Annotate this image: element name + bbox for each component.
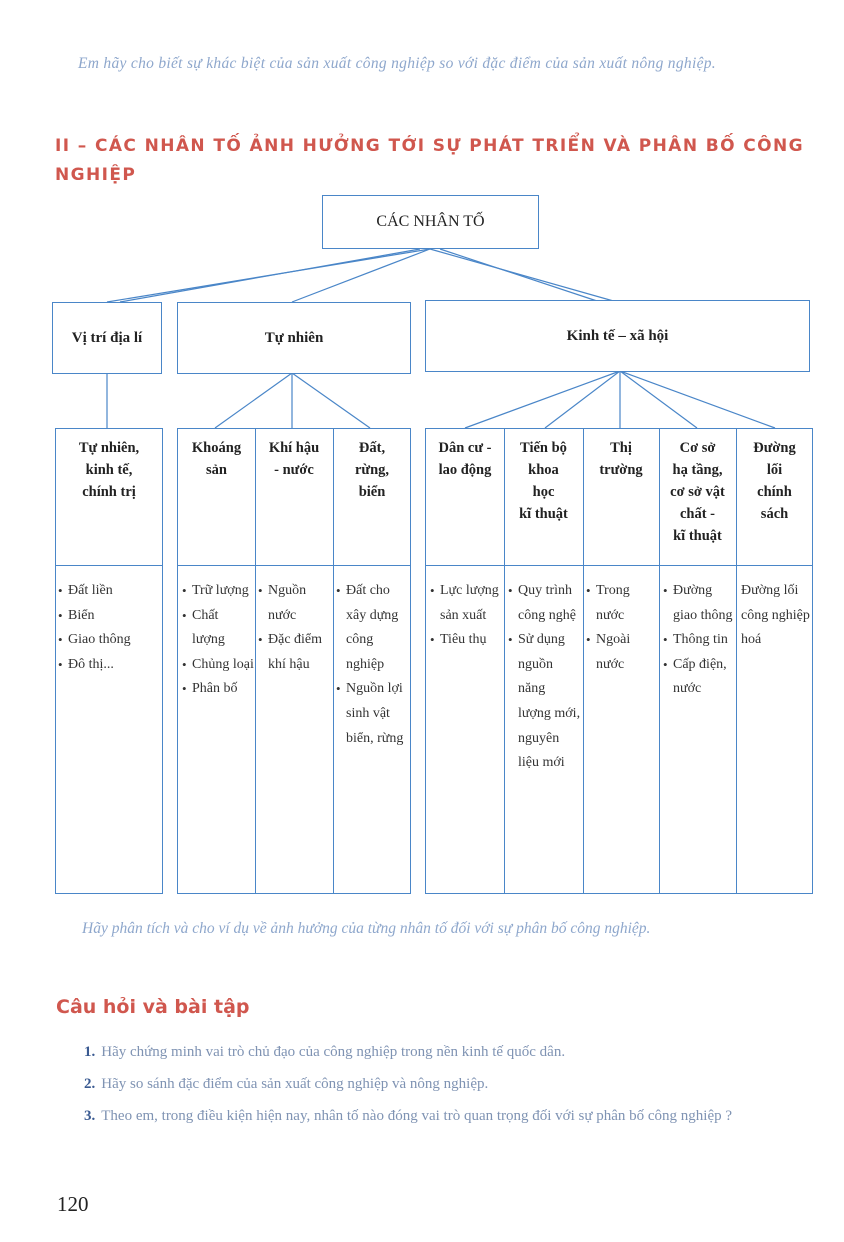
list-item: • Thông tin [663, 628, 735, 653]
question-text: Hãy so sánh đặc điểm của sản xuất công nghiệp và nông nghiệp. [101, 1076, 489, 1092]
column-head-market: Thị trường [599, 440, 643, 478]
list-item: • Đất cho xây dựng công nghiệp [336, 579, 410, 677]
analysis-prompt: Hãy phân tích và cho ví dụ về ảnh hưởng của từng nhân tố đối với sự phân bố công nghiệp. [82, 920, 651, 937]
group-nature: Tự nhiên [177, 302, 411, 374]
list-item: • Nguồn nước [258, 579, 330, 628]
column-items-policy [739, 579, 813, 653]
column-head-land-forest-sea: Đất, rừng, biển [354, 440, 390, 500]
question-text: Hãy chứng minh vai trò chủ đạo của công nghiệp trong nền kinh tế quốc dân. [101, 1044, 566, 1060]
nature-table [177, 428, 411, 894]
list-item: • Đất liền [58, 579, 162, 604]
column-items-science-tech [508, 579, 581, 776]
question-number: 1. [84, 1044, 96, 1060]
list-item: • Nguồn lợi sinh vật biển, rừng [336, 677, 410, 751]
column-head-climate-water: Khí hậu - nước [268, 440, 320, 478]
question-1 [84, 1039, 819, 1065]
socioeconomic-table [425, 428, 813, 894]
intro-question: Em hãy cho biết sự khác biệt của sản xuất công nghiệp so với đặc điểm của sản xuất nông nghiệp. [78, 55, 716, 72]
group-location: Vị trí địa lí [52, 302, 162, 374]
list-item: • Chủng loại [182, 653, 254, 678]
question-2 [84, 1071, 819, 1097]
page-number: 120 [57, 1192, 89, 1216]
section-title: II – CÁC NHÂN TỐ ẢNH HƯỞNG TỚI SỰ PHÁT TRIỂN VÀ PHÂN BỐ CÔNG NGHIỆP [55, 136, 805, 185]
question-number: 3. [84, 1108, 96, 1124]
column-items-land-forest-sea [336, 579, 410, 751]
list-item: • Đô thị... [58, 653, 162, 678]
list-item: • Giao thông [58, 628, 162, 653]
column-items-market [586, 579, 658, 677]
list-item: • Cấp điện, nước [663, 653, 735, 702]
root-node: CÁC NHÂN TỐ [322, 195, 539, 249]
list-item: • Chất lượng [182, 604, 254, 653]
column-items-location [58, 579, 162, 677]
column-items-minerals [182, 579, 254, 702]
list-item: • Sử dụng nguồn năng lượng mới, nguyên liệu mới [508, 628, 581, 776]
list-item: • Quy trình công nghệ [508, 579, 581, 628]
list-item: • Ngoài nước [586, 628, 658, 677]
column-head-infrastructure: Cơ sở hạ tầng, cơ sở vật chất - kĩ thuật [670, 440, 725, 544]
column-head-population-labor: Dân cư - lao động [438, 440, 492, 478]
list-item: • Phân bố [182, 677, 254, 702]
group-socioeconomic: Kinh tế – xã hội [425, 300, 810, 372]
location-table [55, 428, 163, 894]
column-head-location: Tự nhiên, kinh tế, chính trị [78, 440, 140, 500]
list-item: • Đường giao thông [663, 579, 735, 628]
list-item: • Tiêu thụ [430, 628, 502, 653]
column-items-population-labor [430, 579, 502, 653]
list-item: • Lực lượng sản xuất [430, 579, 502, 628]
list-item: Đường lối công nghiệp hoá [741, 583, 810, 648]
list-item: • Trữ lượng [182, 579, 254, 604]
column-head-minerals: Khoáng sản [191, 440, 242, 478]
question-3 [84, 1103, 819, 1129]
list-item: • Biển [58, 604, 162, 629]
question-text: Theo em, trong điều kiện hiện nay, nhân tố nào đóng vai trò quan trọng đối với sự phân bố công nghiệp ? [101, 1108, 733, 1124]
list-item: • Đặc điểm khí hậu [258, 628, 330, 677]
column-head-science-tech: Tiến bộ khoa học kĩ thuật [519, 440, 568, 522]
exercises-heading: Câu hỏi và bài tập [56, 996, 250, 1018]
column-items-infrastructure [663, 579, 735, 702]
column-items-climate-water [258, 579, 330, 677]
question-number: 2. [84, 1076, 96, 1092]
column-head-policy: Đường lối chính sách [753, 440, 796, 522]
list-item: • Trong nước [586, 579, 658, 628]
